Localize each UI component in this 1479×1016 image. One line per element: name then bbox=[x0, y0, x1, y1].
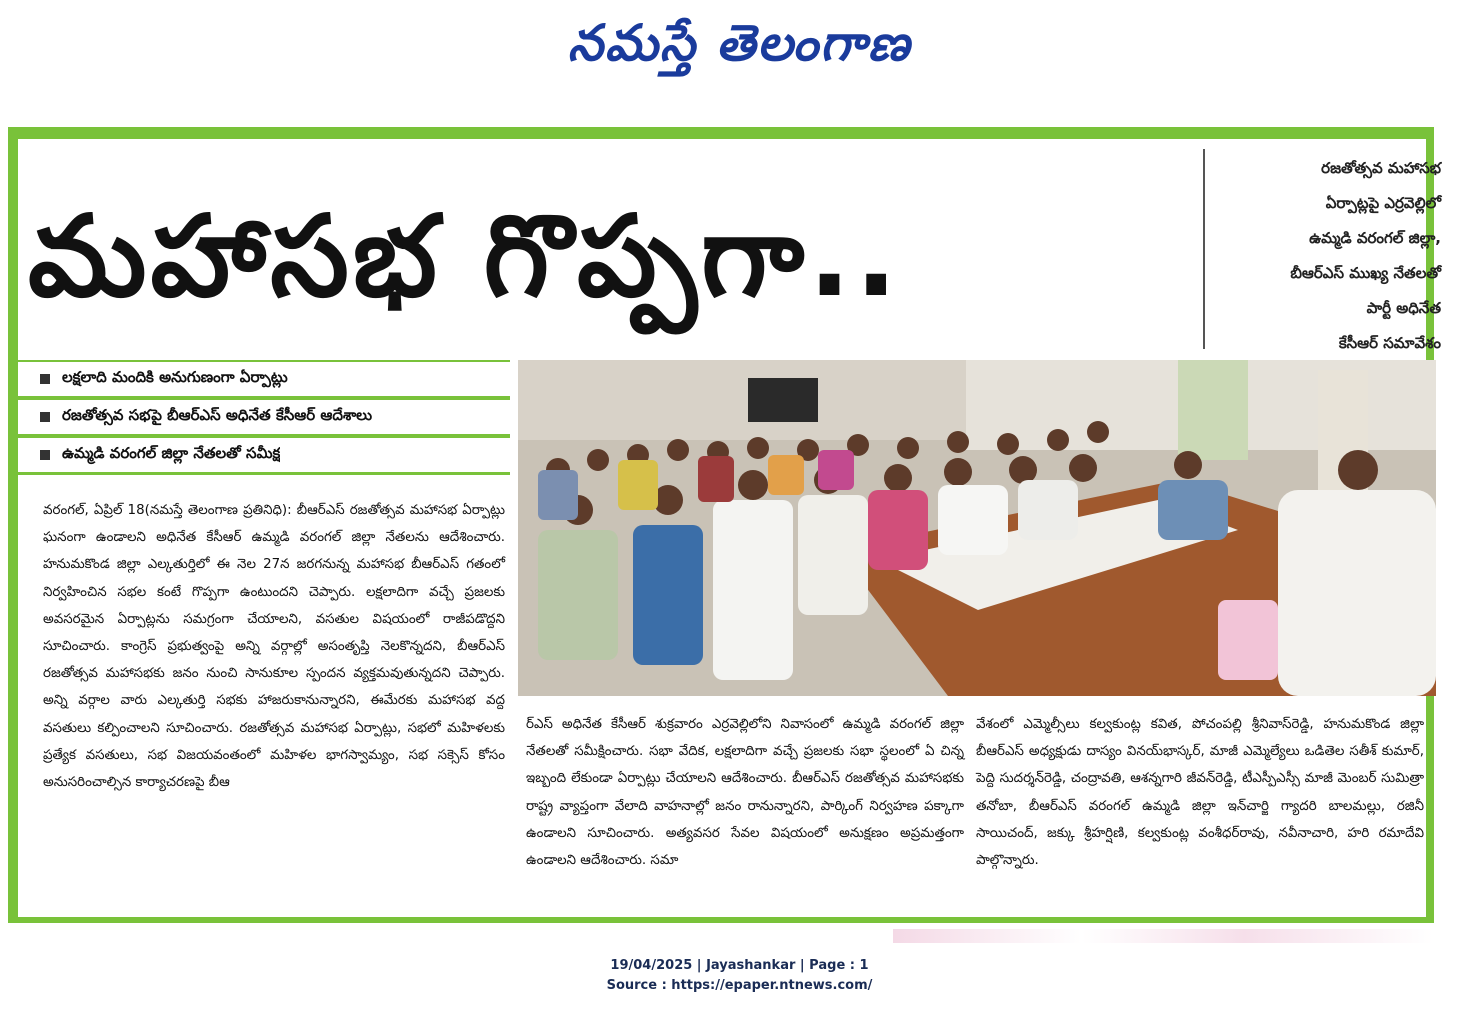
kicker-line: పార్టీ అధినేత bbox=[1366, 299, 1441, 317]
bullet-item bbox=[18, 362, 510, 396]
footer-source-link[interactable]: Source : https://epaper.ntnews.com/ bbox=[606, 978, 873, 993]
bullet-square-icon bbox=[40, 374, 50, 384]
meeting-photo bbox=[518, 360, 1436, 696]
masthead bbox=[0, 8, 1479, 78]
article-inner bbox=[18, 139, 1441, 917]
bullet-list bbox=[18, 360, 510, 475]
bullet-text: రజతోత్సవ సభపై బీఆర్ఎస్ అధినేత కేసీఆర్ ఆదేశాలు bbox=[62, 406, 373, 424]
kicker-line: కేసీఆర్ సమావేశం bbox=[1338, 334, 1441, 352]
column-text: వేశంలో ఎమ్మెల్సీలు కల్వకుంట్ల కవిత, పోచంపల్లి శ్రీనివాస్‌రెడ్డి, హనుమకొండ జిల్లా బీఆర్ఎస్ అధ్యక్షుడు దాస్యం వినయ్‌భాస్కర్, మాజీ ఎమ్మెల్యేలు ఒడితెల సతీశ్ కుమార్, పెద్ది సుదర్శన్‌రెడ్డి, చంద్రావతి, ఆశన్నగారి జీవన్‌రెడ్డి, టీఎస్పీఎస్సీ మాజీ మెంబర్ సుమిత్రా తనోబా, బీఆర్ఎస్ వరంగల్ ఉమ్మడి జిల్లా ఇన్‌చార్జి గ్యాదరి బాలమల్లు, రజినీ సాయిచంద్, జక్కు శ్రీహర్షిణి, కల్వకుంట్ల వంశీధర్‌రావు, నవీనాచారి, హరి రమాదేవి పాల్గొన్నారు. bbox=[976, 717, 1424, 869]
footer-date-line: 19/04/2025 | Jayashankar | Page : 1 bbox=[610, 958, 869, 973]
article-box bbox=[8, 127, 1441, 923]
bullet-text: లక్షలాది మందికి అనుగుణంగా ఏర్పాట్లు bbox=[62, 368, 288, 386]
article-column-1 bbox=[43, 497, 505, 796]
kicker bbox=[1213, 151, 1441, 361]
masthead-title: నమస్తే తెలంగాణ bbox=[567, 13, 912, 72]
footer bbox=[0, 956, 1479, 996]
kicker-line: ఉమ్మడి వరంగల్ జిల్లా, bbox=[1309, 229, 1441, 247]
headline: మహాసభ గొప్పగా.. bbox=[28, 192, 902, 322]
kicker-divider bbox=[1203, 149, 1205, 349]
article-column-3 bbox=[976, 711, 1424, 874]
decorative-strip bbox=[893, 929, 1433, 943]
column-text: ర్ఎస్ అధినేత కేసీఆర్ శుక్రవారం ఎర్రవెల్లిలోని నివాసంలో ఉమ్మడి వరంగల్ జిల్లా నేతలతో సమీక్షించారు. సభా వేదిక, లక్షలాదిగా వచ్చే ప్రజలకు సభా స్థలంలో ఏ చిన్న ఇబ్బంది లేకుండా ఏర్పాట్లు చేయాలని ఆదేశించారు. బీఆర్ఎస్ రజతోత్సవ మహాసభకు రాష్ట్ర వ్యాప్తంగా వేలాది వాహనాల్లో జనం రానున్నారని, పార్కింగ్ నిర్వహణ పక్కాగా ఉండాలని సూచించారు. అత్యవసర సేవల విషయంలో అనుక్షణం అప్రమత్తంగా ఉండాలని ఆదేశించారు. సమా bbox=[526, 717, 964, 869]
kicker-line: రజతోత్సవ మహాసభ bbox=[1321, 159, 1441, 177]
bullet-text: ఉమ్మడి వరంగల్ జిల్లా నేతలతో సమీక్ష bbox=[62, 444, 281, 462]
bullet-square-icon bbox=[40, 450, 50, 460]
kicker-line: ఏర్పాట్లపై ఎర్రవెల్లిలో bbox=[1325, 194, 1441, 212]
bullet-square-icon bbox=[40, 412, 50, 422]
bullet-item bbox=[18, 400, 510, 434]
column-text: వరంగల్, ఏప్రిల్ 18(నమస్తే తెలంగాణ ప్రతినిధి): బీఆర్ఎస్ రజతోత్సవ మహాసభ ఏర్పాట్లు ఘనంగా ఉండాలని అధినేత కేసీఆర్ ఉమ్మడి వరంగల్ జిల్లా నేతలను ఆదేశించారు. హనుమకొండ జిల్లా ఎల్కతుర్తిలో ఈ నెల 27న జరగనున్న మహాసభ బీఆర్ఎస్ గతంలో నిర్వహించిన సభల కంటే గొప్పగా ఉంటుందని చెప్పారు. లక్షలాదిగా వచ్చే ప్రజలకు అవసరమైన ఏర్పాట్లను సమగ్రంగా చేయాలని, వసతుల విషయంలో రాజీపడొద్దని సూచించారు. కాంగ్రెస్ ప్రభుత్వంపై అన్ని వర్గాల్లో అసంతృప్తి నెలకొన్నదని, బీఆర్ఎస్ రజతోత్సవ మహాసభకు జనం నుంచి సానుకూల స్పందన వ్యక్తమవుతున్నదని చెప్పారు. అన్ని వర్గాల వారు ఎల్కతుర్తి సభకు హాజరుకానున్నారని, ఈమేరకు మహాసభ వద్ద వసతులు కల్పించాలని సూచించారు. రజతోత్సవ మహాసభ ఏర్పాట్లు, సభలో మహిళలకు ప్రత్యేక వసతులు, సభ విజయవంతంలో మహిళల భాగస్వామ్యం, సభ సక్సెస్ కోసం అనుసరించాల్సిన కార్యాచరణపై బీఆ bbox=[43, 503, 505, 791]
bullet-item bbox=[18, 438, 510, 472]
meeting-photo-illustration bbox=[518, 360, 1436, 696]
kicker-line: బీఆర్ఎస్ ముఖ్య నేతలతో bbox=[1290, 264, 1441, 282]
article-column-2 bbox=[526, 711, 964, 874]
